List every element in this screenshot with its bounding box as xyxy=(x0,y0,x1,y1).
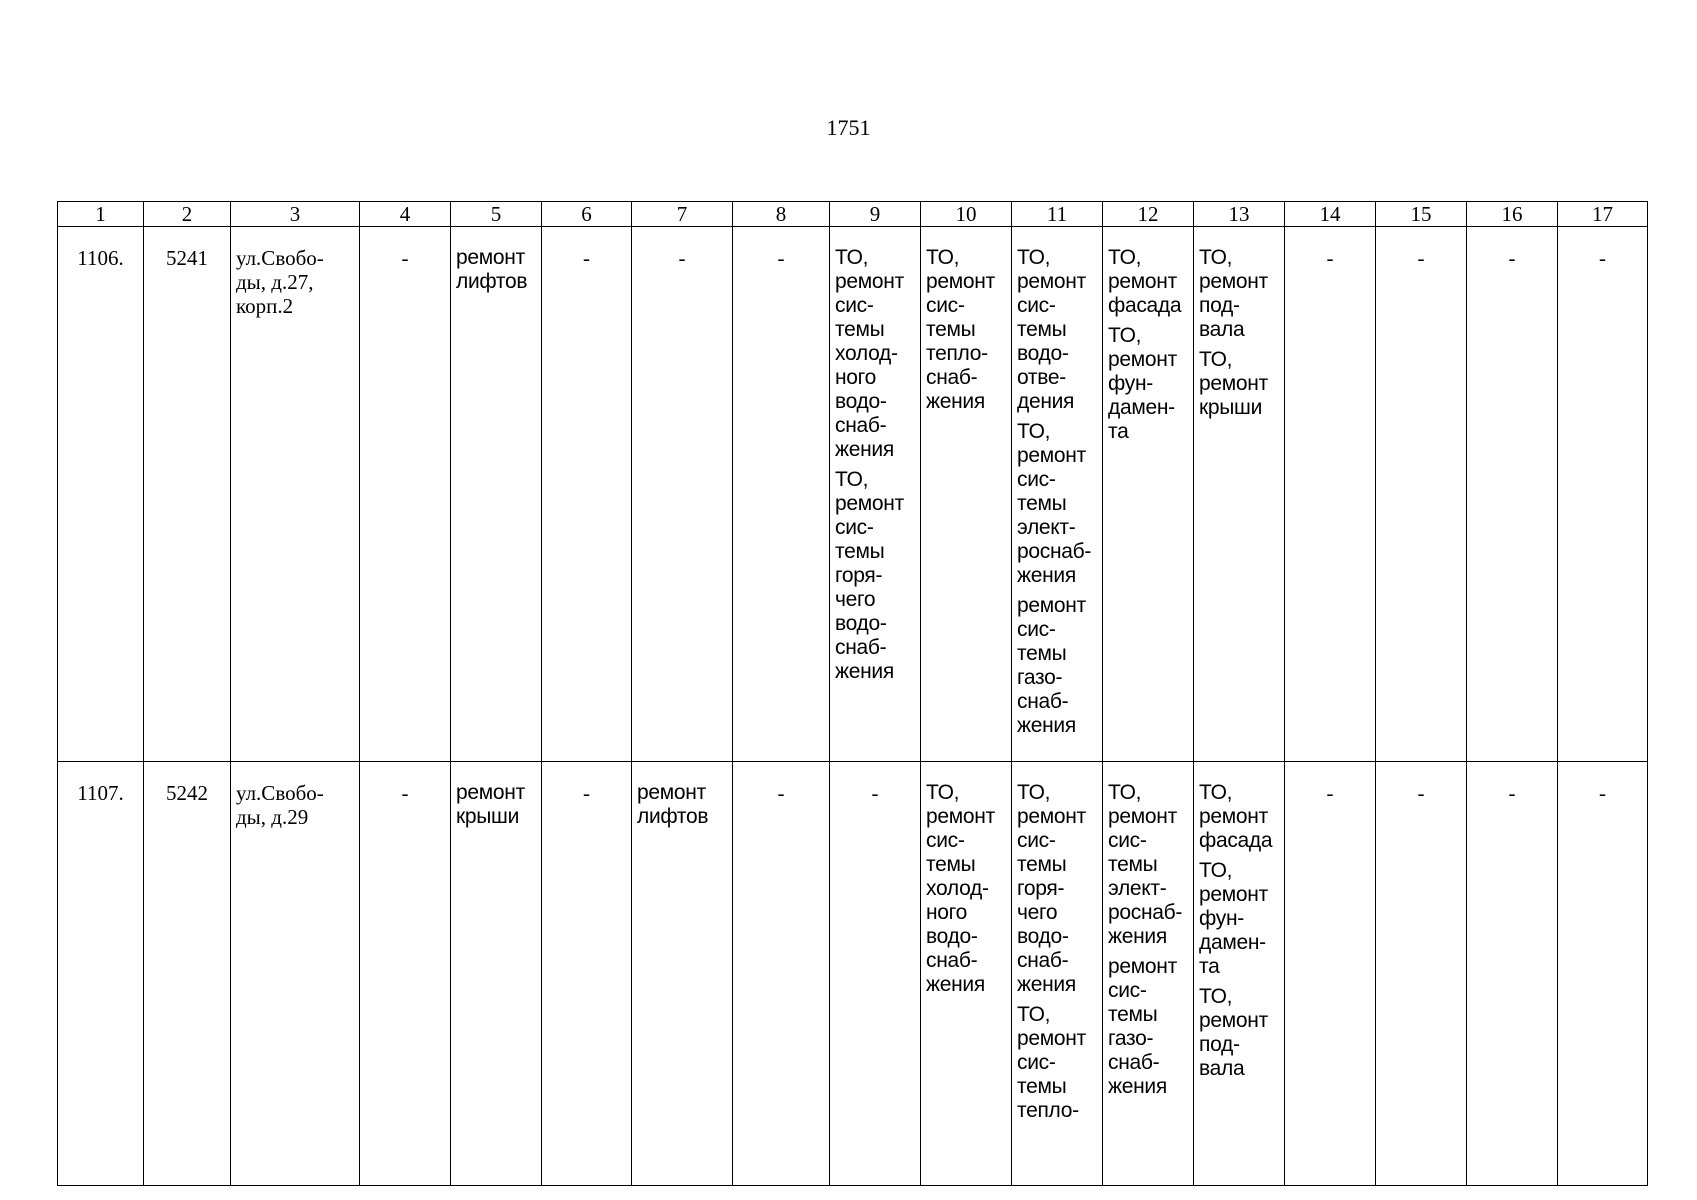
work-entry-line: ремонт xyxy=(1108,955,1177,978)
work-entry-line: горя- xyxy=(835,564,883,587)
work-entry-line: газо- xyxy=(1108,1027,1154,1050)
work-entry-line: ТО, xyxy=(926,246,960,269)
work-entry-line: ного xyxy=(835,366,876,389)
work-entry-line: дамен- xyxy=(1108,396,1175,419)
work-entry-line: фасада xyxy=(1199,829,1273,852)
work-cell xyxy=(1103,227,1194,762)
work-entry-line: чего xyxy=(1017,901,1058,924)
work-entry-line: ремонт xyxy=(1199,372,1268,395)
column-header: 3 xyxy=(231,202,360,227)
work-entry-line: водо- xyxy=(1017,925,1069,948)
work-entry-line: дамен- xyxy=(1199,931,1266,954)
work-entry xyxy=(1017,594,1100,738)
work-entry xyxy=(1199,348,1282,420)
work-entry-line: ТО, xyxy=(1017,246,1051,269)
work-entry-line: ремонт xyxy=(1017,444,1086,467)
work-entry-line: элект- xyxy=(1108,877,1167,900)
work-entry-line: под- xyxy=(1199,294,1240,317)
work-entry xyxy=(1017,1003,1100,1123)
work-entry-line: лифтов xyxy=(456,270,528,293)
work-entry-line: ремонт xyxy=(835,492,904,515)
empty-cell-dash: - xyxy=(1467,762,1558,1186)
column-header: 5 xyxy=(451,202,542,227)
work-entry-line: ТО, xyxy=(1199,246,1233,269)
work-entry-line: темы xyxy=(1017,853,1067,876)
work-entry-line: сис- xyxy=(1017,1051,1056,1074)
work-entry-line: ремонт xyxy=(1199,270,1268,293)
work-entry-line: ремонт xyxy=(1017,805,1086,828)
work-entry-line: снаб- xyxy=(835,636,887,659)
work-entry-line: ремонт xyxy=(835,270,904,293)
page-number: 1751 xyxy=(826,115,871,140)
work-entry-line: сис- xyxy=(1017,618,1056,641)
work-entry-line: вала xyxy=(1199,318,1245,341)
work-cell xyxy=(451,227,542,762)
row-number: 1107. xyxy=(58,762,144,1186)
work-entry xyxy=(1108,781,1191,949)
work-entry-line: ТО, xyxy=(1199,348,1233,371)
work-cell xyxy=(1012,227,1103,762)
empty-cell-dash: - xyxy=(360,762,451,1186)
table-row xyxy=(58,227,1648,762)
work-entry xyxy=(1017,420,1100,588)
work-entry-line: сис- xyxy=(926,829,965,852)
column-header: 14 xyxy=(1285,202,1376,227)
empty-cell-dash: - xyxy=(733,762,830,1186)
building-code: 5241 xyxy=(144,227,231,762)
work-cell xyxy=(1103,762,1194,1186)
column-header: 16 xyxy=(1467,202,1558,227)
empty-cell-dash: - xyxy=(1285,227,1376,762)
work-entry-line: снаб- xyxy=(1017,690,1069,713)
empty-cell-dash: - xyxy=(542,762,632,1186)
empty-cell-dash: - xyxy=(1285,762,1376,1186)
work-entry-line: темы xyxy=(1017,492,1067,515)
empty-cell-dash: - xyxy=(632,227,733,762)
work-entry-line: та xyxy=(1199,955,1220,978)
work-entry-line: снаб- xyxy=(1108,1051,1160,1074)
row-number: 1106. xyxy=(58,227,144,762)
work-entry-line: ремонт xyxy=(926,270,995,293)
work-entry-line: тепло- xyxy=(1017,1099,1079,1122)
work-entry-line: ТО, xyxy=(1017,781,1051,804)
work-entry-line: ТО, xyxy=(926,781,960,804)
work-entry xyxy=(1108,324,1191,444)
work-entry-line: лифтов xyxy=(637,805,709,828)
work-entry-line: горя- xyxy=(1017,877,1065,900)
column-header: 6 xyxy=(542,202,632,227)
work-entry-line: ремонт xyxy=(1017,1027,1086,1050)
work-entry-line: сис- xyxy=(835,294,874,317)
work-entry xyxy=(835,468,918,684)
work-entry-line: водо- xyxy=(835,612,887,635)
header-row xyxy=(58,202,1648,227)
address-line: корп.2 xyxy=(236,294,294,318)
work-entry-line: под- xyxy=(1199,1033,1240,1056)
empty-cell-dash: - xyxy=(1376,227,1467,762)
work-entry-line: фун- xyxy=(1108,372,1153,395)
work-entry-line: ремонт xyxy=(1108,270,1177,293)
column-header: 13 xyxy=(1194,202,1285,227)
work-entry-line: темы xyxy=(1017,1075,1067,1098)
work-entry xyxy=(1199,859,1282,979)
work-cell xyxy=(1194,762,1285,1186)
work-entry-line: ремонт xyxy=(1017,270,1086,293)
work-entry-line: снаб- xyxy=(926,949,978,972)
work-entry-line: ремонт xyxy=(1199,883,1268,906)
table-row xyxy=(58,762,1648,1186)
column-header: 17 xyxy=(1558,202,1648,227)
work-entry-line: фасада xyxy=(1108,294,1182,317)
work-entry-line: ТО, xyxy=(1108,246,1142,269)
work-entry-line: сис- xyxy=(835,516,874,539)
work-entry-line: ТО, xyxy=(835,468,869,491)
empty-cell-dash: - xyxy=(1558,762,1648,1186)
work-entry xyxy=(835,246,918,462)
work-entry-line: ремонт xyxy=(926,805,995,828)
work-entry xyxy=(1108,955,1191,1099)
work-entry-line: водо- xyxy=(1017,342,1069,365)
column-header: 8 xyxy=(733,202,830,227)
work-entry-line: жения xyxy=(1108,925,1167,948)
address-line: ул.Свобо- xyxy=(236,781,324,805)
column-header: 2 xyxy=(144,202,231,227)
work-cell xyxy=(1012,762,1103,1186)
work-entry-line: ремонт xyxy=(637,781,706,804)
work-entry-line: водо- xyxy=(926,925,978,948)
work-entry-line: ТО, xyxy=(1199,859,1233,882)
work-entry xyxy=(1108,246,1191,318)
column-header: 15 xyxy=(1376,202,1467,227)
work-entry-line: темы xyxy=(1017,642,1067,665)
work-entry-line: темы xyxy=(835,540,885,563)
work-entry-line: жения xyxy=(1017,714,1076,737)
work-entry xyxy=(926,246,1009,414)
column-header: 7 xyxy=(632,202,733,227)
work-entry-line: ТО, xyxy=(1199,985,1233,1008)
work-entry-line: жения xyxy=(1017,973,1076,996)
work-entry-line: ТО, xyxy=(1108,781,1142,804)
work-entry-line: ремонт xyxy=(1108,805,1177,828)
work-entry-line: отве- xyxy=(1017,366,1066,389)
empty-cell-dash: - xyxy=(1467,227,1558,762)
work-entry-line: темы xyxy=(1108,853,1158,876)
work-entry-line: водо- xyxy=(835,390,887,413)
work-entry-line: роснаб- xyxy=(1017,540,1092,563)
work-entry-line: ремонт xyxy=(456,781,525,804)
work-entry-line: сис- xyxy=(1017,468,1056,491)
work-entry-line: сис- xyxy=(1017,294,1056,317)
work-schedule-table xyxy=(57,201,1648,1186)
address-line: ды, д.29 xyxy=(236,805,309,829)
work-entry-line: сис- xyxy=(1108,829,1147,852)
work-entry-line: ремонт xyxy=(1199,805,1268,828)
work-entry xyxy=(456,781,539,829)
work-entry-line: ТО, xyxy=(1199,781,1233,804)
address-cell xyxy=(231,762,360,1186)
work-cell xyxy=(1194,227,1285,762)
work-entry-line: жения xyxy=(1108,1075,1167,1098)
column-header: 9 xyxy=(830,202,921,227)
work-entry-line: темы xyxy=(835,318,885,341)
work-cell xyxy=(921,227,1012,762)
empty-cell-dash: - xyxy=(733,227,830,762)
work-entry-line: ТО, xyxy=(1017,420,1051,443)
work-entry-line: элект- xyxy=(1017,516,1076,539)
work-cell xyxy=(921,762,1012,1186)
work-entry-line: тепло- xyxy=(926,342,988,365)
work-entry-line: темы xyxy=(926,853,976,876)
column-header: 1 xyxy=(58,202,144,227)
work-entry-line: темы xyxy=(926,318,976,341)
address-cell xyxy=(231,227,360,762)
column-header: 4 xyxy=(360,202,451,227)
work-entry-line: вала xyxy=(1199,1057,1245,1080)
empty-cell-dash: - xyxy=(1558,227,1648,762)
work-entry-line: дения xyxy=(1017,390,1075,413)
work-entry-line: сис- xyxy=(1108,979,1147,1002)
work-entry-line: ного xyxy=(926,901,967,924)
work-entry-line: газо- xyxy=(1017,666,1063,689)
work-entry-line: крыши xyxy=(456,805,520,828)
work-entry-line: жения xyxy=(835,438,894,461)
column-header: 11 xyxy=(1012,202,1103,227)
work-entry-line: снаб- xyxy=(1017,949,1069,972)
work-entry xyxy=(637,781,730,829)
empty-cell-dash: - xyxy=(830,762,921,1186)
work-entry-line: жения xyxy=(926,390,985,413)
work-entry-line: снаб- xyxy=(835,414,887,437)
work-entry-line: холод- xyxy=(926,877,989,900)
work-entry-line: ремонт xyxy=(456,246,525,269)
work-entry-line: жения xyxy=(1017,564,1076,587)
work-entry-line: ТО, xyxy=(835,246,869,269)
work-entry xyxy=(1199,246,1282,342)
work-entry-line: жения xyxy=(835,660,894,683)
work-entry-line: темы xyxy=(1108,1003,1158,1026)
building-code: 5242 xyxy=(144,762,231,1186)
work-entry xyxy=(926,781,1009,997)
work-entry-line: роснаб- xyxy=(1108,901,1183,924)
empty-cell-dash: - xyxy=(1376,762,1467,1186)
work-entry-line: та xyxy=(1108,420,1129,443)
work-entry-line: ремонт xyxy=(1017,594,1086,617)
work-entry-line: жения xyxy=(926,973,985,996)
address-line: ды, д.27, xyxy=(236,270,314,294)
work-entry-line: ТО, xyxy=(1108,324,1142,347)
column-header: 12 xyxy=(1103,202,1194,227)
work-entry xyxy=(1199,985,1282,1081)
work-entry-line: холод- xyxy=(835,342,898,365)
work-entry-line: сис- xyxy=(926,294,965,317)
work-entry xyxy=(1017,246,1100,414)
work-entry-line: ремонт xyxy=(1108,348,1177,371)
work-entry xyxy=(1199,781,1282,853)
work-entry-line: темы xyxy=(1017,318,1067,341)
work-entry-line: ремонт xyxy=(1199,1009,1268,1032)
work-entry-line: сис- xyxy=(1017,829,1056,852)
work-cell xyxy=(451,762,542,1186)
work-entry-line: крыши xyxy=(1199,396,1263,419)
work-entry-line: чего xyxy=(835,588,876,611)
work-entry-line: снаб- xyxy=(926,366,978,389)
column-header: 10 xyxy=(921,202,1012,227)
work-cell xyxy=(632,762,733,1186)
work-entry xyxy=(456,246,539,294)
work-cell xyxy=(830,227,921,762)
address-line: ул.Свобо- xyxy=(236,246,324,270)
empty-cell-dash: - xyxy=(360,227,451,762)
work-entry-line: фун- xyxy=(1199,907,1244,930)
work-entry-line: ТО, xyxy=(1017,1003,1051,1026)
work-entry xyxy=(1017,781,1100,997)
empty-cell-dash: - xyxy=(542,227,632,762)
